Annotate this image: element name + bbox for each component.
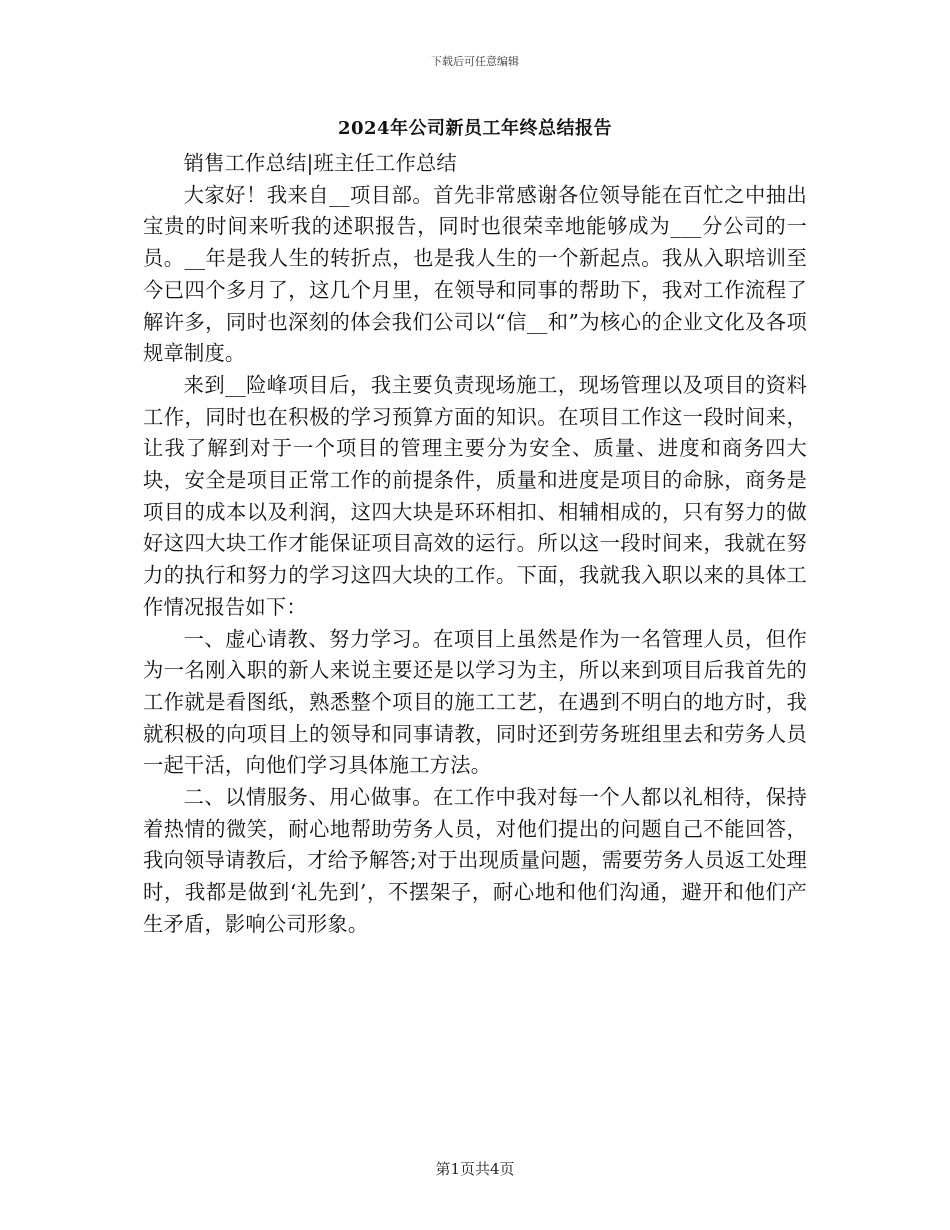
body-paragraph-intro: 大家好！我来自__项目部。首先非常感谢各位领导能在百忙之中抽出宝贵的时间来听我的述职报告，同时也很荣幸地能够成为___分公司的一员。__年是我人生的转折点，也是我人生的一个新起点。我从入职培训至今已四个多月了，这几个月里，在领导和同事的帮助下，我对工作流程了解许多，同时也深刻的体会我们公司以“信__和”为核心的企业文化及各项规章制度。 [143,182,807,366]
document-title: 2024年公司新员工年终总结报告 [337,118,613,139]
page-footer-number: 第1页共4页 [435,1160,515,1178]
body-paragraph-point-one: 一、虚心请教、努力学习。在项目上虽然是作为一名管理人员，但作为一名刚入职的新人来说主要还是以学习为主，所以来到项目后我首先的工作就是看图纸，熟悉整个项目的施工工艺，在遇到不明白的地方时，我就积极的向项目上的领导和同事请教，同时还到劳务班组里去和劳务人员一起干活，向他们学习具体施工方法。 [143,626,807,778]
body-paragraph-point-two: 二、以情服务、用心做事。在工作中我对每一个人都以礼相待，保持着热情的微笑，耐心地帮助劳务人员，对他们提出的问题自己不能回答，我向领导请教后，才给予解答;对于出现质量问题，需要劳务人员返工处理时，我都是做到‘礼先到’，不摆架子，耐心地和他们沟通，避开和他们产生矛盾，影响公司形象。 [143,785,807,936]
body-paragraph-project: 来到__险峰项目后，我主要负责现场施工，现场管理以及项目的资料工作，同时也在积极的学习预算方面的知识。在项目工作这一段时间来，让我了解到对于一个项目的管理主要分为安全、质量、进度和商务四大块，安全是项目正常工作的前提条件，质量和进度是项目的命脉，商务是项目的成本以及利润，这四大块是环环相扣、相辅相成的，只有努力的做好这四大块工作才能保证项目高效的运行。所以这一段时间来，我就在努力的执行和努力的学习这四大块的工作。下面，我就我入职以来的具体工作情况报告如下： [143,372,807,619]
page-header-note: 下载后可任意编辑 [431,55,519,68]
body-paragraph-subtitle: 销售工作总结|班主任工作总结 [183,151,457,175]
document-body [143,148,807,941]
